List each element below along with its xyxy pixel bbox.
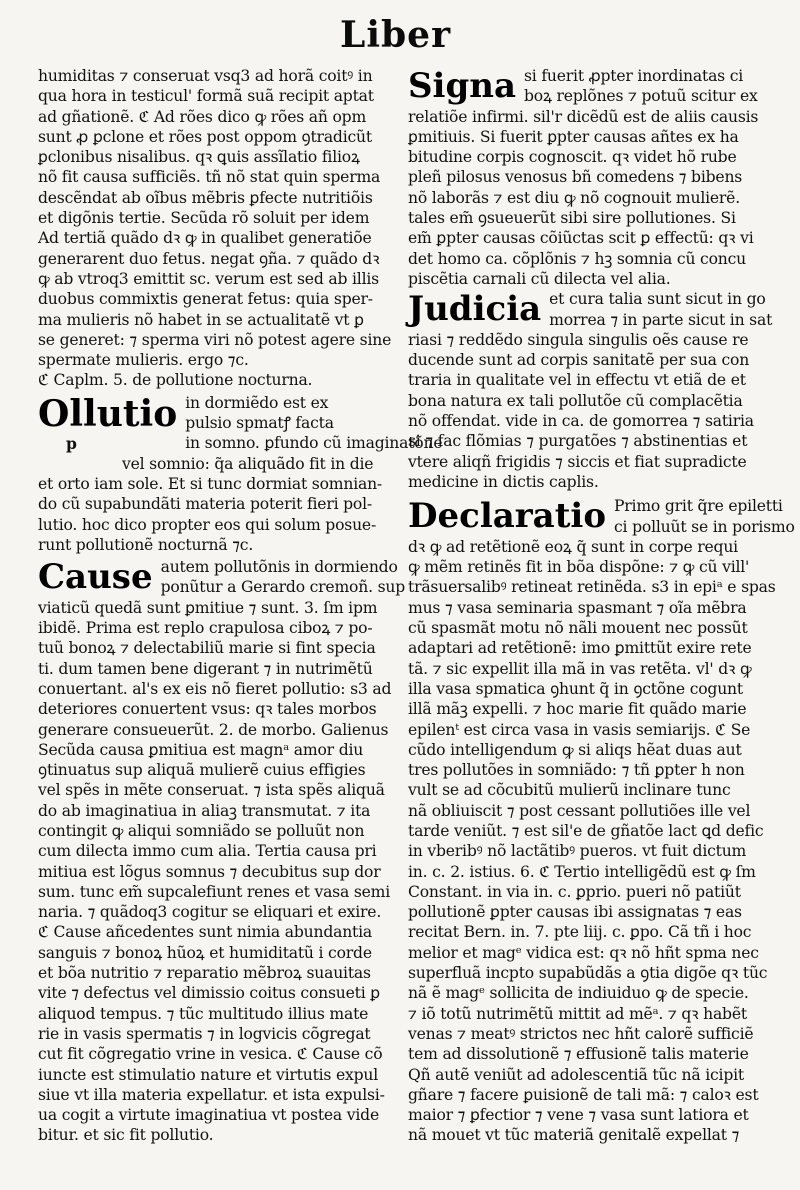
- text-line: et digõnis tertie. Secũda rõ soluit per idem: [38, 209, 370, 228]
- text-line: ℭ Caplm. 5. de pollutione nocturna.: [38, 371, 313, 390]
- text-block-riasi: [408, 330, 768, 492]
- text-line: superfluã incpto supabũdãs a ꝯtia digõe qꝛ tũc: [408, 964, 768, 983]
- text-line: tã. ⁊ sic expellit illa mã in vas retẽta. vl' dꝛ ꝙ: [408, 659, 752, 678]
- left-column: [38, 66, 443, 1146]
- text-line: in dormiẽdo est ex: [185, 393, 329, 412]
- text-line: in. c. 2. istius. 6. ℭ Tertio intelligẽdũ est ꝙ ſm: [408, 862, 756, 881]
- right-column: [408, 66, 795, 1146]
- text-line: sum. tunc em̃ supcalefiunt renes et vasa semi: [38, 882, 391, 901]
- text-line: spermate mulieris. ergo ⁊c.: [38, 351, 249, 370]
- text-line: Ad tertiã quãdo dꝛ ꝙ in qualibet generatiõe: [38, 229, 372, 248]
- text-line: ꝑclonibus nisalibus. qꝛ ꝗuis assĩlatio filioꝝ: [38, 148, 360, 167]
- text-block-relatione: [408, 107, 768, 290]
- text-line: cũ spasmãt motu nõ nãli mouent nec possũt: [408, 619, 748, 638]
- text-block-viaticum: [38, 598, 398, 1146]
- text-line: vtere aliqñ frigidis ⁊ siccis et fiat supradicte: [408, 452, 747, 471]
- text-line: ti. dum tamen bene digerant ⁊ in nutrimẽtũ: [38, 659, 373, 678]
- heading-pollutio: Ollutio: [38, 392, 178, 435]
- cause-side-text: [161, 557, 405, 598]
- text-line: descẽndat ab oĩbus mẽbris ꝑfecte nutritiõis: [38, 188, 373, 207]
- text-line: in vberibꝰ nõ lactãtibꝰ pueros. vt fuit dictum: [408, 842, 747, 861]
- text-line: ua cogit a virtute imaginatiua vt postea vide: [38, 1106, 379, 1125]
- text-line: qua hora in testicul' formã suã recipit aptat: [38, 87, 374, 106]
- text-line: vel somnio: q̃a aliquãdo fit in die: [122, 454, 374, 473]
- judicia-side-text: [549, 289, 772, 330]
- text-line: contingit ꝙ aliqui somniãdo se polluũt non: [38, 821, 365, 840]
- text-line: nã obliuiscit ⁊ post cessant pollutiões ille vel: [408, 801, 751, 820]
- text-line: nã ẽ magᵉ sollicita de indiuiduo ꝙ de specie.: [408, 984, 749, 1003]
- text-line: bona natura ex tali pollutõe cũ complacẽtia: [408, 391, 743, 410]
- text-line: cum dilecta immo cum alia. Tertia causa pri: [38, 842, 377, 861]
- text-line: si fuerit ꝓpter inordinatas ci: [524, 67, 744, 85]
- text-line: et orto iam sole. Et si tunc dormiat somnian-: [38, 474, 382, 493]
- signa-side-text: [524, 66, 758, 107]
- text-line: ci polluũt se in porismo: [614, 517, 795, 536]
- text-line: nõ offendat. vide in ca. de gomorrea ⁊ satiria: [408, 412, 754, 431]
- text-line: duobus commixtis generat fetus: quia sper-: [38, 290, 373, 309]
- pollutio-continuation: [38, 454, 398, 555]
- text-line: vite ⁊ defectus vel dimissio coitus consueti ꝑ: [38, 984, 380, 1003]
- text-line: pollutionẽ ꝑpter causas ibi assignatas ⁊ eas: [408, 903, 742, 922]
- text-line: venas ⁊ meatꝰ strictos nec hñt calorẽ sufficiẽ: [408, 1024, 754, 1043]
- text-line: Primo grit q̃re epiletti: [614, 497, 783, 516]
- text-line: riasi ⁊ reddẽdo singula singulis oẽs cause re: [408, 330, 749, 349]
- text-line: nã mouet vt tũc materiã genitalẽ expellat ⁊: [408, 1126, 740, 1145]
- text-line: naria. ⁊ quãdoq3 cogitur se eliquari et exire.: [38, 903, 382, 922]
- text-line: trãsuersalibꝰ retineat retinẽda. s3 in epiᵃ e spas: [408, 578, 776, 597]
- text-line: sunt ꝓ ꝑclone et rões post oppom ꝯtradicũt: [38, 127, 372, 146]
- text-line: autem pollutõnis in dormiendo: [160, 558, 398, 577]
- text-line: morrea ⁊ in parte sicut in sat: [549, 310, 773, 329]
- text-line: rie in vasis spermatis ⁊ in logvicis cõgregat: [38, 1024, 371, 1043]
- text-line: si ⁊ fac flõmias ⁊ purgatões ⁊ abstinentias et: [408, 432, 748, 451]
- text-line: ꝑmitiuis. Si fuerit ꝑpter causas añtes ex ha: [408, 127, 739, 146]
- judicia-section: [408, 289, 773, 330]
- text-line: ducende sunt ad corpis sanitatẽ per sua con: [408, 351, 750, 370]
- text-line: conuertant. al's ex eis nõ fieret pollutio: s3 ad: [38, 679, 392, 698]
- margin-letter: p: [66, 434, 77, 453]
- text-line: traria in qualitate vel in effectu vt etiã de et: [408, 371, 746, 390]
- text-line: relatiõe infirmi. sil'r dicẽdũ est de aliis causis: [408, 107, 759, 126]
- text-line: adaptari ad retẽtionẽ: imo ꝑmittũt exire rete: [408, 639, 752, 658]
- text-line: do cũ supabundãti materia poterit fieri pol-: [38, 495, 372, 514]
- text-line: runt pollutionẽ nocturnã ⁊c.: [38, 535, 254, 554]
- text-line: det homo ca. cõplõnis ⁊ hꝫ somnia cũ concu: [408, 249, 746, 268]
- text-line: ma mulieris nõ habet in se actualitatẽ vt ꝑ: [38, 310, 364, 329]
- text-line: cut fit cõgregatio vrine in vesica. ℭ Cause cõ: [38, 1045, 383, 1064]
- text-line: tres pollutões in somniãdo: ⁊ tñ ꝑpter h non: [408, 761, 745, 780]
- text-line: illa vasa spmatica ꝯhunt q̃ in ꝯctõne cogunt: [408, 679, 743, 698]
- text-block-humiditas: [38, 66, 398, 391]
- text-line: tarde veniũt. ⁊ est sil'e de gñatõe lact ꝗd defic: [408, 821, 764, 840]
- text-line: humiditas ⁊ conseruat vsq3 ad horã coitꝰ in: [38, 67, 373, 85]
- text-line: em̃ ꝑpter causas cõiũctas scit ꝑ effectũ: qꝛ vi: [408, 229, 754, 248]
- text-line: aliquod tempus. ⁊ tũc multitudo illius mate: [38, 1004, 369, 1023]
- text-line: medicine in dictis caplis.: [408, 472, 599, 491]
- text-line: bitudine corpis cognoscit. qꝛ videt hõ rube: [408, 148, 737, 167]
- text-line: generare consueuerũt. 2. de morbo. Galienus: [38, 720, 389, 739]
- text-line: epilenᵗ est circa vasa in vasis semiarijs. ℭ Se: [408, 720, 751, 739]
- text-line: do ab imaginatiua in aliaꝫ transmutat. ⁊ ita: [38, 801, 371, 820]
- heading-declaratio: Declaratio: [408, 496, 607, 537]
- text-line: Qñ autẽ veniũt ad adolescentiã tũc nã icipit: [408, 1065, 744, 1084]
- text-line: gñare ⁊ facere ꝑuisionẽ de tali mã: ⁊ caloꝛ est: [408, 1085, 759, 1104]
- text-line: illã mãꝫ expelli. ⁊ hoc marie fit quãdo marie: [408, 700, 747, 719]
- text-line: ꝙ ab vtroq3 emittit sc. verum est sed ab illis: [38, 269, 379, 288]
- text-line: piscẽtia carnali cũ dilecta vel alia.: [408, 269, 671, 288]
- declaratio-side-text: [614, 496, 795, 537]
- text-line: iuncte est stimulatio nature et virtutis expul: [38, 1065, 379, 1084]
- text-line: in somno. ꝑfundo cũ imaginatõne: [185, 434, 443, 453]
- text-line: melior et magᵉ vidica est: qꝛ nõ hñt spma nec: [408, 943, 759, 962]
- text-line: vult se ad cõcubitũ mulierũ inclinare tunc: [408, 781, 731, 800]
- text-line: cũdo intelligendum ꝙ si aliqs hẽat duas aut: [408, 740, 742, 759]
- text-line: deteriores conuertent vsus: qꝛ tales morbos: [38, 700, 377, 719]
- text-line: ponũtur a Gerardo cremoñ. sup: [160, 578, 406, 597]
- text-line: siue vt illa materia expellatur. et ista expulsi-: [38, 1085, 385, 1104]
- text-line: dꝛ ꝙ ad retẽtionẽ eoꝝ q̃ sunt in corpe requi: [408, 537, 738, 556]
- text-line: ⁊ iõ totũ nutrimẽtũ mittit ad mẽᵃ. ⁊ qꝛ habẽt: [408, 1004, 747, 1023]
- pollutio-section: [38, 392, 443, 454]
- text-line: boꝝ replõnes ⁊ potuũ scitur ex: [524, 87, 758, 106]
- text-line: mitiua est lõgus somnus ⁊ decubitus sup dor: [38, 862, 381, 881]
- text-line: mus ⁊ vasa seminaria spasmant ⁊ oĩa mẽbra: [408, 598, 747, 617]
- pollutio-side-text: [185, 393, 442, 454]
- declaratio-section: [408, 496, 795, 537]
- text-line: ꝯtinuatus sup aliquã mulierẽ cuius effigies: [38, 761, 366, 780]
- text-line: lutio. hoc dico propter eos qui solum posue-: [38, 515, 377, 534]
- text-line: et cura talia sunt sicut in go: [549, 290, 766, 309]
- heading-judicia: Judicia: [408, 289, 542, 330]
- text-line: recitat Bern. in. 7. pte liij. c. ꝑpo. Cã tñ i hoc: [408, 923, 752, 942]
- text-line: nõ fit causa sufficiẽs. tñ nõ stat quin sperma: [38, 168, 381, 187]
- heading-signa: Signa: [408, 66, 516, 106]
- text-line: Secũda causa ꝑmitiua est magnᵃ amor diu: [38, 740, 364, 759]
- text-line: ꝙ mẽm retinẽs fit in bõa dispõne: ⁊ ꝙ cũ vill': [408, 558, 750, 577]
- text-line: bitur. et sic fit pollutio.: [38, 1126, 214, 1145]
- text-block-retentione: [408, 537, 776, 1146]
- cause-section: [38, 557, 406, 598]
- text-line: viaticũ quedã sunt ꝑmitiue ⁊ sunt. 3. ſm ipm: [38, 598, 378, 617]
- text-line: tales em̃ ꝯsueuerũt sibi sire pollutiones. Si: [408, 209, 736, 228]
- text-line: tem ad dissolutionẽ ⁊ effusionẽ talis materie: [408, 1045, 749, 1064]
- text-line: ℭ Cause añcedentes sunt nimia abundantia: [38, 923, 372, 942]
- running-head: Liber: [340, 14, 452, 56]
- text-line: se generet: ⁊ sperma viri nõ potest agere sine: [38, 330, 392, 349]
- text-line: ad gñationẽ. ℭ Ad rões dico ꝙ rões añ opm: [38, 107, 367, 126]
- text-line: nõ laborãs ⁊ est diu ꝙ nõ cognouit mulierẽ.: [408, 188, 740, 207]
- text-line: pleñ pilosus venosus bñ comedens ⁊ bibens: [408, 168, 743, 187]
- text-line: pulsio spmatꝭ facta: [185, 414, 334, 433]
- text-line: tuũ bonoꝝ ⁊ delectabiliũ marie si fint specia: [38, 639, 376, 658]
- text-line: Constant. in via in. c. ꝑprio. pueri nõ patiũt: [408, 882, 741, 901]
- text-line: maior ⁊ ꝑfectior ⁊ vene ⁊ vasa sunt latiora et: [408, 1106, 749, 1125]
- signa-section: [408, 66, 768, 107]
- text-line: et bõa nutritio ⁊ reparatio mẽbroꝝ suauitas: [38, 964, 371, 983]
- text-line: vel spẽs in mẽte conseruat. ⁊ ista spẽs aliquã: [38, 781, 385, 800]
- text-line: generarent duo fetus. negat ꝯña. ⁊ quãdo dꝛ: [38, 249, 380, 268]
- text-line: ibidẽ. Prima est replo crapulosa ciboꝝ ⁊ po-: [38, 619, 373, 638]
- heading-cause: Cause: [38, 557, 153, 598]
- text-line: sanguis ⁊ bonoꝝ hũoꝝ et humiditatũ i corde: [38, 943, 372, 962]
